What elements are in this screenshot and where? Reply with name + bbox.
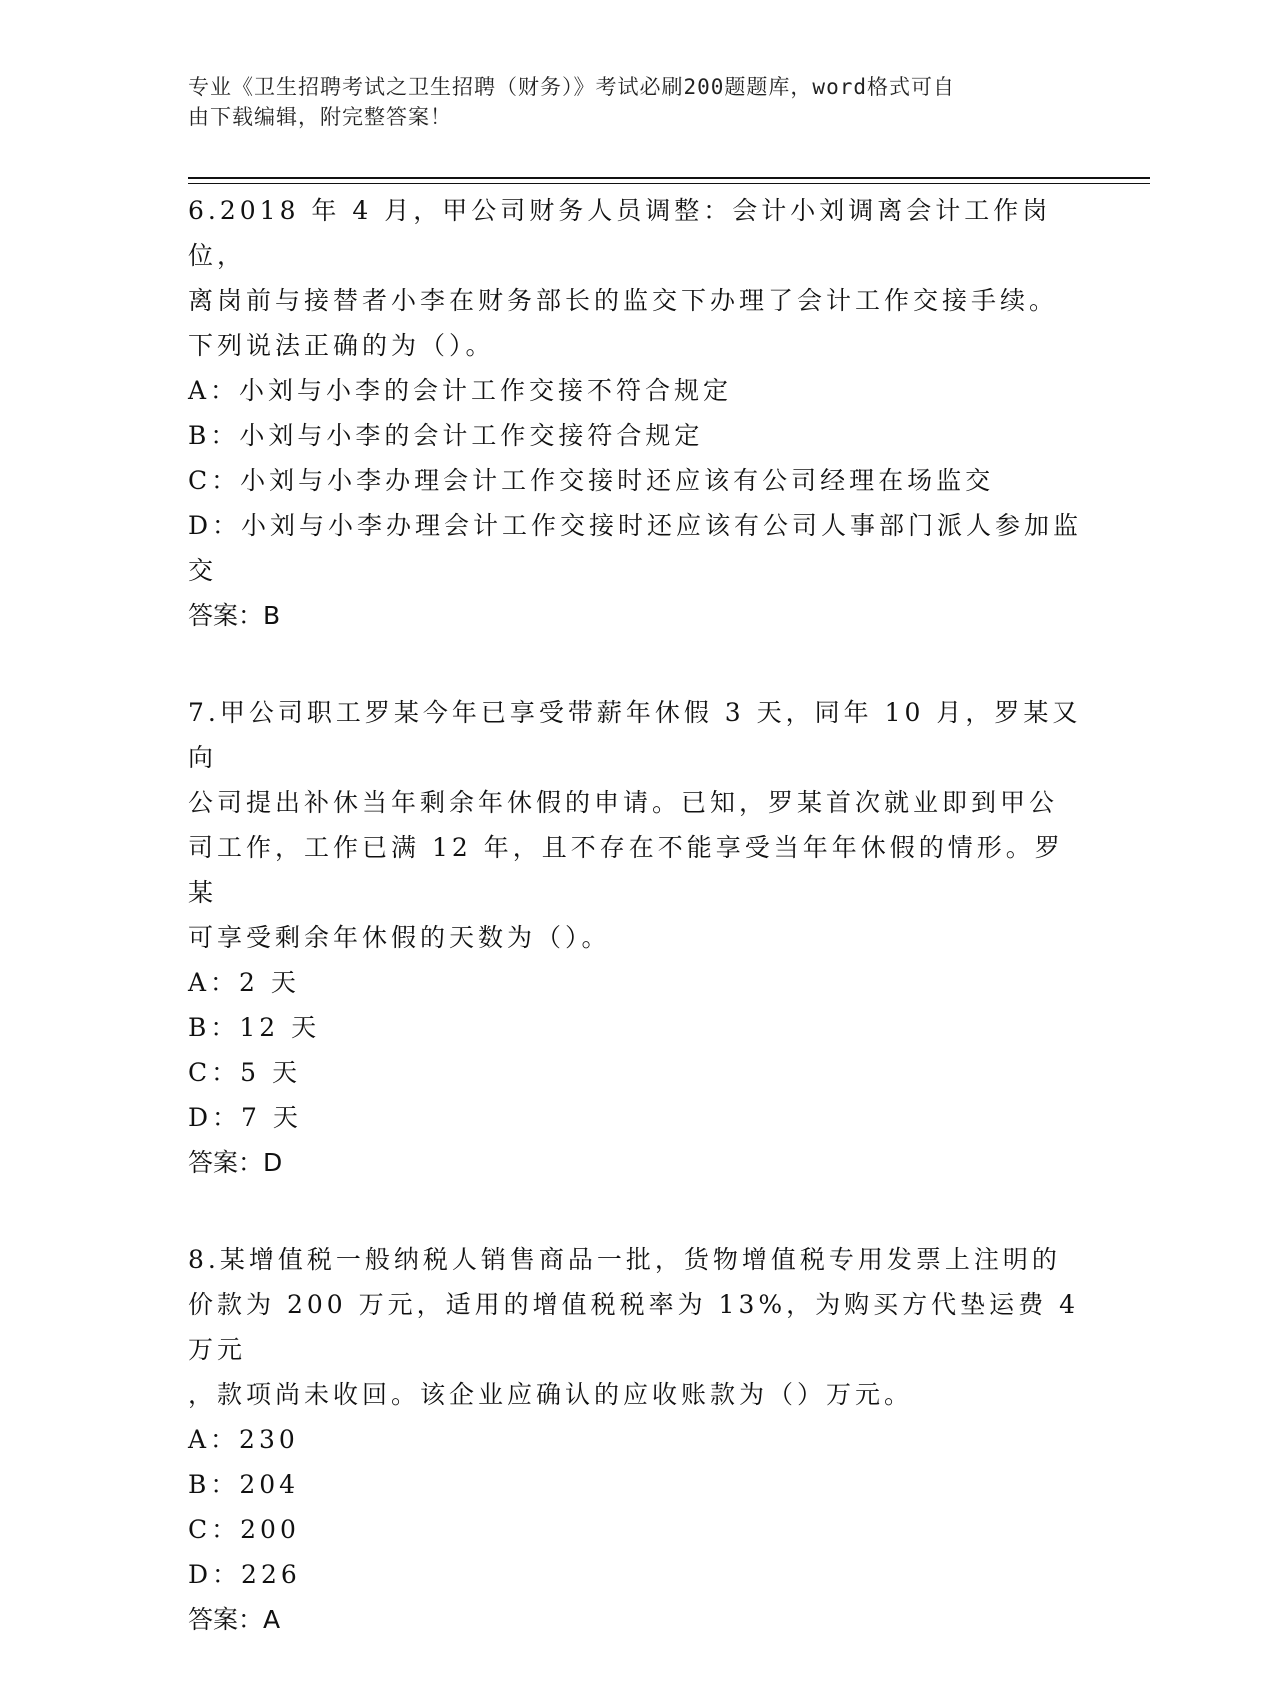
- option-b: B：12 天: [188, 1013, 321, 1042]
- option-b: B：小刘与小李的会计工作交接符合规定: [188, 421, 704, 450]
- option-d: D：226: [188, 1560, 301, 1589]
- option-a: A：小刘与小李的会计工作交接不符合规定: [188, 376, 733, 405]
- question-text-line: 价款为 200 万元，适用的增值税税率为 13%，为购买方代垫运费 4 万元: [188, 1290, 1079, 1364]
- option-c: C：200: [188, 1515, 300, 1544]
- question-text-line: 8.某增值税一般纳税人销售商品一批，货物增值税专用发票上注明的: [188, 1245, 1061, 1274]
- answer: 答案：A: [188, 1605, 281, 1634]
- question-text-line: 公司提出补休当年剩余年休假的申请。已知，罗某首次就业即到甲公: [188, 788, 1059, 817]
- question-6: [188, 188, 1088, 638]
- option-d: D：小刘与小李办理会计工作交接时还应该有公司人事部门派人参加监: [188, 511, 1083, 540]
- question-text-line: 离岗前与接替者小李在财务部长的监交下办理了会计工作交接手续。: [188, 286, 1059, 315]
- question-text-line: 6.2018 年 4 月，甲公司财务人员调整：会计小刘调离会计工作岗位，: [188, 196, 1052, 270]
- option-d: D：7 天: [188, 1103, 302, 1132]
- option-a: A：230: [188, 1425, 299, 1454]
- answer: 答案：D: [188, 1148, 283, 1177]
- answer: 答案：B: [188, 601, 281, 630]
- option-a: A：2 天: [188, 968, 300, 997]
- question-text-line: 下列说法正确的为（）。: [188, 331, 495, 360]
- question-text-line: ，款项尚未收回。该企业应确认的应收账款为（）万元。: [188, 1380, 914, 1409]
- question-7: [188, 690, 1088, 1185]
- document-header: [188, 72, 1068, 132]
- header-line: 专业《卫生招聘考试之卫生招聘（财务）》考试必刷200题题库，word格式可自: [188, 75, 955, 99]
- option-c: C：5 天: [188, 1058, 301, 1087]
- header-line: 由下载编辑，附完整答案！: [188, 105, 452, 129]
- question-text-line: 司工作，工作已满 12 年，且不存在不能享受当年年休假的情形。罗某: [188, 833, 1064, 907]
- question-text-line: 可享受剩余年休假的天数为（）。: [188, 923, 611, 952]
- question-text-line: 7.甲公司职工罗某今年已享受带薪年休假 3 天，同年 10 月，罗某又向: [188, 698, 1082, 772]
- question-list: [188, 188, 1088, 1694]
- header-rule-thick: [188, 177, 1150, 179]
- option-b: B：204: [188, 1470, 300, 1499]
- question-8: [188, 1237, 1088, 1642]
- header-rule-thin: [188, 183, 1150, 184]
- option-c: C：小刘与小李办理会计工作交接时还应该有公司经理在场监交: [188, 466, 995, 495]
- option-d-continued: 交: [188, 556, 218, 585]
